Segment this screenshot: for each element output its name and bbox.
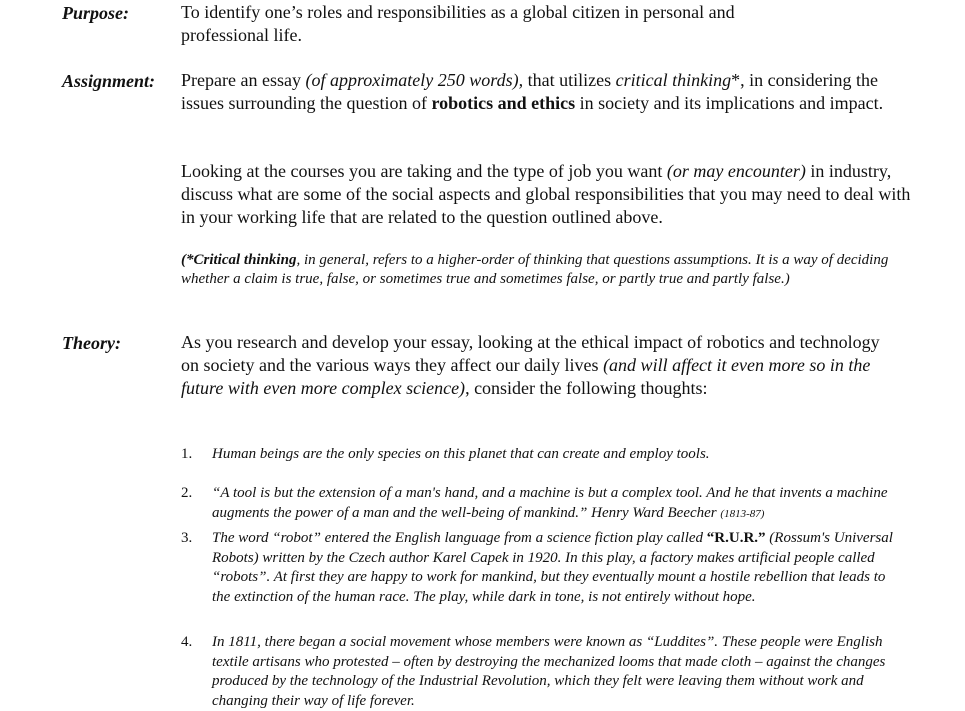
theory-p1-part-c: , consider the following thoughts:	[465, 378, 708, 398]
assignment-p1-part-c: that utilizes	[523, 70, 616, 90]
beecher-years: (1813-87)	[720, 507, 765, 520]
list-item-text: In 1811, there began a social movement whose members were known as “Luddites”. These people were English textile artisans who protested – often by destroying the mechanized looms that made cloth – against the changes produced by the technology of the Industrial Revolution, which they felt were leaving them without work and changing their way of life forever.	[212, 634, 886, 709]
list-item-number: 2.	[181, 485, 193, 501]
rur-title: “R.U.R.”	[706, 530, 766, 546]
beecher-quote: “A tool is but the extension of a man's hand, and a machine is but a complex tool. And he that invents a machine augments the power of a man and the well-being of mankind.” Henry Ward Beecher	[212, 485, 888, 521]
critical-thinking-note-term: (*Critical thinking	[181, 252, 297, 268]
assignment-paragraph-1	[181, 69, 911, 115]
purpose-text: To identify one’s roles and responsibilities as a global citizen in personal and professional life.	[181, 2, 735, 45]
list-item	[181, 633, 911, 711]
purpose-label: Purpose:	[62, 3, 129, 23]
assignment-paragraph-2	[181, 160, 911, 229]
assignment-p2-part-c: in industry, discuss what are some of the social aspects and global responsibilities that you may need to deal with in your working life that are related to the question outlined above.	[181, 161, 911, 227]
assignment-p2-part-a: Looking at the courses you are taking and the type of job you want	[181, 161, 667, 181]
list-item	[181, 484, 911, 524]
critical-thinking-note-text: , in general, refers to a higher-order of thinking that questions assumptions. It is a way of deciding whether a claim is true, false, or sometimes true and sometimes false, or partly true and partly false.)	[181, 252, 889, 287]
list-item-text: Human beings are the only species on this planet that can create and employ tools.	[212, 446, 710, 462]
critical-thinking-note	[181, 251, 901, 289]
theory-p1-aside: (and will affect it even more so in the future with even more complex science)	[181, 355, 871, 398]
assignment-p1-part-a: Prepare an essay	[181, 70, 306, 90]
assignment-p1-critical-thinking: critical thinking	[615, 70, 732, 90]
list-item-text	[212, 484, 896, 524]
assignment-p1-part-g: in society and its implications and impact.	[575, 93, 884, 113]
assignment-label: Assignment:	[62, 71, 156, 91]
theory-paragraph	[181, 331, 886, 400]
rur-text-c: (Rossum's Universal Robots) written by the Czech author Karel Capek in 1920. In this play, a factory makes artificial people called “robots”. At first they are happy to work for mankind, but they eventually mount a hostile rebellion that leads to the extinction of the human race. The play, while dark in tone, is not entirely without hope.	[212, 530, 893, 605]
theory-label: Theory:	[62, 333, 121, 353]
list-item-number: 4.	[181, 634, 193, 650]
assignment-p1-topic: robotics and ethics	[431, 93, 576, 113]
list-item	[181, 529, 911, 607]
list-item-text	[212, 529, 896, 607]
list-item-number: 1.	[181, 446, 193, 462]
rur-text-a: The word “robot” entered the English language from a science fiction play called	[212, 530, 707, 546]
list-item	[181, 445, 911, 465]
assignment-p2-aside: (or may encounter)	[666, 161, 806, 181]
assignment-p1-part-e: *, in considering the issues surrounding the question of	[181, 70, 879, 113]
assignment-p1-word-count: (of approximately 250 words),	[305, 70, 524, 90]
theory-p1-part-a: As you research and develop your essay, looking at the ethical impact of robotics and technology on society and the various ways they affect our daily lives	[181, 332, 880, 375]
list-item-number: 3.	[181, 530, 193, 546]
